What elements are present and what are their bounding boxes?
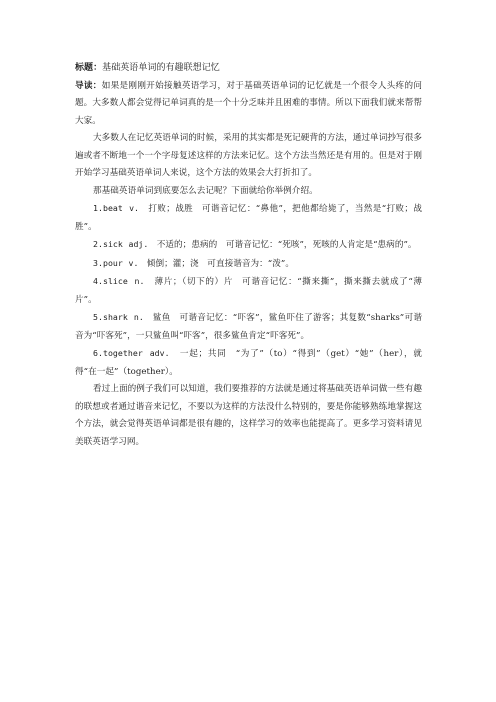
example-word: slice	[102, 276, 128, 286]
title-text: 基础英语单词的有趣联想记忆	[102, 63, 220, 73]
document-body	[75, 60, 422, 451]
example-text: 薄片；（切下的）片 可谐音记忆：“撕来撕”，撕来撕去就成了“薄片”。	[75, 277, 422, 305]
example-number: 3.	[93, 257, 103, 268]
example-word: pour	[102, 257, 123, 268]
example-word: beat	[102, 203, 123, 213]
example-text: 打败；战胜 可谐音记忆：“鼻他”，把他都给毙了，当然是“打败；战胜”。	[75, 204, 422, 232]
example-number: 1.	[93, 203, 103, 213]
example-item	[75, 255, 422, 274]
example-pos: n.	[133, 312, 144, 322]
example-pos: n.	[134, 276, 145, 286]
example-pos: adj.	[128, 239, 149, 249]
paragraph-conclusion: 看过上面的例子我们可以知道，我们要推荐的方法就是通过将基础英语单词做一些有趣的联想或者通过谐音来记忆，不要以为这样的方法没什么特别的，要是你能够熟练地掌握这个方法，就会觉得英语单词都是很有趣的，这样学习的效率也能提高了。更多学习资料请见美联英语学习网。	[75, 384, 422, 447]
example-word: sick	[102, 239, 123, 249]
document-title	[75, 60, 422, 78]
example-text: 倾倒；灌；浇 可直接谐音为：“泼”。	[146, 258, 294, 269]
paragraph-intro-examples: 那基础英语单词到底要怎么去记呢？下面就给你举例介绍。	[93, 185, 318, 196]
lead-label: 导读：	[75, 80, 102, 91]
example-number: 5.	[93, 312, 103, 322]
example-pos: v.	[129, 203, 140, 213]
example-text: 鲨鱼 可谐音记忆：“吓客”，鲨鱼吓住了游客；其复数“sharks”可谐音为“吓客死”，一只鲨鱼叫“吓客”，很多鲨鱼肯定“吓客死”。	[75, 313, 422, 341]
lead-paragraph	[75, 78, 422, 131]
example-item	[75, 345, 422, 381]
example-word: shark	[102, 312, 128, 322]
paragraph-method: 大多数人在记忆英语单词的时候，采用的其实都是死记硬背的方法，通过单词抄写很多遍或者不断地一个一个字母复述这样的方法来记忆。这个方法当然还是有用的。但是对于刚开始学习基础英语单词人来说，这个方法的效果会大打折扣了。	[75, 133, 422, 178]
example-pos: adv.	[149, 348, 170, 358]
example-number: 2.	[93, 239, 103, 249]
example-number: 6.	[93, 348, 103, 358]
lead-text: 如果是刚刚开始接触英语学习，对于基础英语单词的记忆就是一个很令人头疼的问题。大多数人都会觉得记单词真的是一个十分乏味并且困难的事情。所以下面我们就来帮帮大家。	[75, 80, 422, 126]
example-pos: v.	[128, 257, 139, 268]
example-item	[75, 236, 422, 255]
example-word: together	[102, 348, 143, 358]
example-item	[75, 309, 422, 345]
title-label: 标题：	[75, 63, 103, 73]
example-item	[75, 200, 422, 236]
example-number: 4.	[93, 276, 103, 286]
example-text: 一起；共同 “为了”（to）“得到”（get）“她”（her），就得“在一起”（together）。	[75, 349, 422, 377]
example-item	[75, 273, 422, 309]
example-text: 不适的；患病的 可谐音记忆：“死咳”，死咳的人肯定是“患病的”。	[156, 240, 417, 250]
